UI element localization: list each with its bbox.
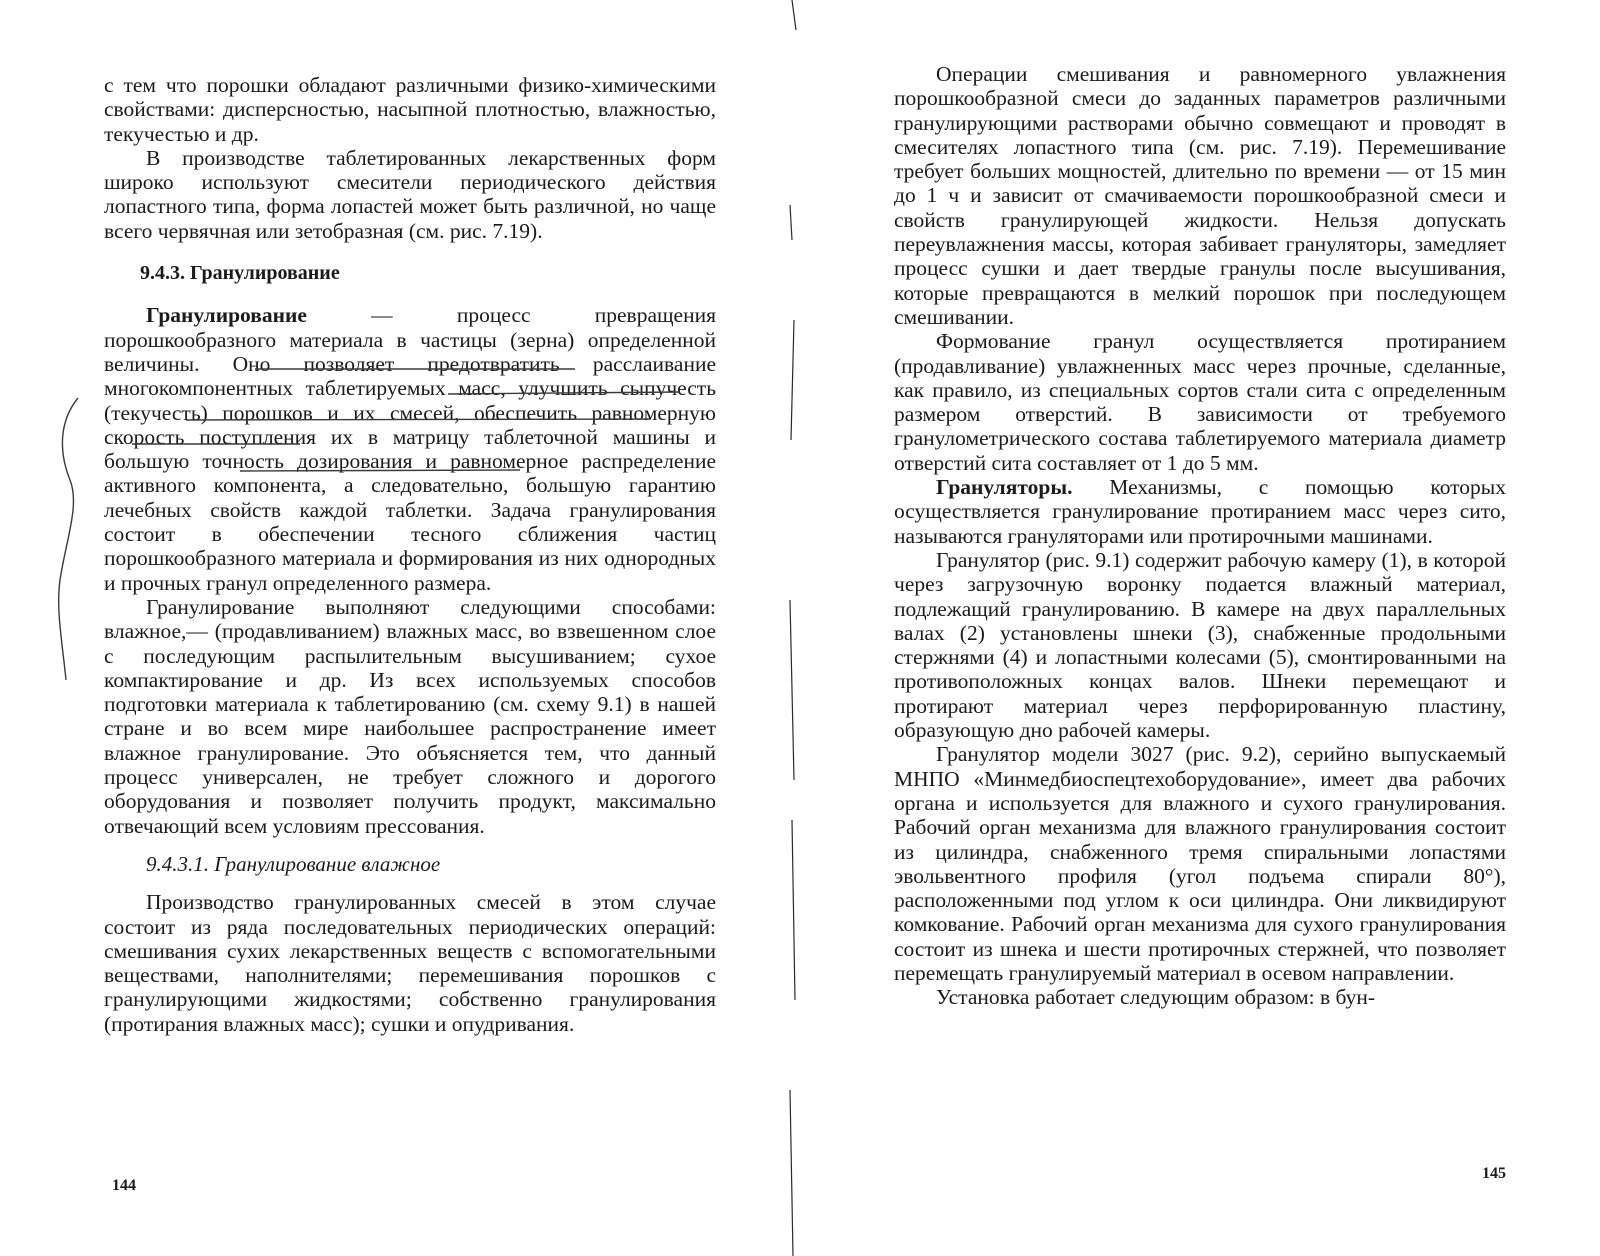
left-paragraph-2: В производстве таблетированных лекарственных форм широко используют смесители периодического действия лопастного типа, форма лопастей может быть различной, но чаще всего червячная или зетобразная (см. рис. 7.19). — [104, 145, 716, 243]
left-paragraph-4: Гранулирование выполняют следующими способами: влажное,— (продавливанием) влажных масс, во взвешенном слое с последующим распылительным высушиванием; сухое компактирование и др. Из всех используемых способов подготовки материала к таблетированию (см. схему 9.1) в нашей стране и во всем мире наибольшее распространение имеет влажное гранулирование. Это объясняется тем, что данный процесс универсален, не требует сложного и дорогого оборудования и позволяет получить продукт, максимально отвечающий всем условиям прессования. — [104, 594, 716, 838]
right-paragraph-3 — [894, 475, 1506, 548]
right-paragraph-2: Формование гранул осуществляется протиранием (продавливание) увлажненных масс через прочные, сделанные, как правило, из специальных сортов стали сита с определенным размером отверстий. В зависимости от требуемого гранулометрического состава таблетируемого материала диаметр отверстий сита составляет от 1 до 5 мм. — [894, 329, 1506, 475]
right-page — [810, 0, 1600, 1256]
left-paragraph-5: Производство гранулированных смесей в этом случае состоит из ряда последовательных периодических операций: смешивания сухих лекарственных веществ с вспомогательными веществами, наполнителями; перемешивания порошков с гранулирующими жидкостями; собственно гранулирования (протирания влажных масс); сушки и опудривания. — [104, 890, 716, 1036]
page-number-left: 144 — [112, 1177, 136, 1194]
left-text-block — [104, 73, 716, 1036]
section-heading: 9.4.3. Гранулирование — [140, 262, 340, 285]
right-paragraph-1: Операции смешивания и равномерного увлажнения порошкообразной смеси до заданных параметров различными гранулирующими растворами обычно совмещают и проводят в смесителях лопастного типа (см. рис. 7.19). Перемешивание требует больших мощностей, длительно по времени — от 15 мин до 1 ч и зависит от смачиваемости порошкообразной смеси и свойств гранулирующей жидкости. Нельзя допускать переувлажнения массы, которая забивает грануляторы, замедляет процесс сушки и дает твердые гранулы после высушивания, которые превращаются в мелкий порошок при последующем смешивании. — [894, 62, 1506, 329]
left-paragraph-3-text: — процесс превращения порошкообразного материала в частицы (зерна) определенной величины. Оно позволяет предотвратить расслаивание многокомпонентных таблетируемых масс, улучшить сыпучесть (текучесть) порошков и их смесей, обеспечить равномерную скорость поступления их в матрицу таблеточной машины и большую точность дозирования и равномерное распределение активного компонента, а следовательно, большую гарантию лечебных свойств каждой таблетки. Задача гранулирования состоит в обеспечении тесного сближения частиц порошкообразного материала и формирования из них однородных и прочных гранул определенного размера. — [104, 303, 716, 595]
right-paragraph-3-text: Механизмы, с помощью которых осуществляется гранулирование протиранием масс через сито, называются грануляторами или протирочными машинами. — [894, 475, 1506, 548]
left-paragraph-1: с тем что порошки обладают различными физико-химическими свойствами: дисперсностью, насыпной плотностью, влажностью, текучестью и др. — [104, 73, 716, 146]
right-text-block — [894, 62, 1506, 1010]
right-paragraph-5: Гранулятор модели 3027 (рис. 9.2), серийно выпускаемый МНПО «Минмедбиоспецтехоборудование», имеет два рабочих органа и используется для влажного и сухого гранулирования. Рабочий орган механизма для влажного гранулирования состоит из цилиндра, снабженного тремя спиральными лопастями эвольвентного профиля (угол подъема спирали 80°), расположенными под углом к оси цилиндра. Они ликвидируют комкование. Рабочий орган механизма для сухого гранулирования состоит из шнека и шести протирочных стержней, что позволяет перемещать гранулируемый материал в осевом направлении. — [894, 742, 1506, 985]
term-granulation: Гранулирование — [146, 303, 307, 328]
margin-bracket-mark — [59, 398, 78, 680]
subsection-heading: 9.4.3.1. Гранулирование влажное — [146, 851, 441, 876]
page-number-right: 145 — [1482, 1165, 1506, 1182]
right-paragraph-6: Установка работает следующим образом: в бун- — [936, 985, 1376, 1010]
left-paragraph-3 — [104, 303, 716, 595]
left-page — [0, 0, 790, 1256]
term-granulators: Грануляторы. — [936, 475, 1073, 500]
right-paragraph-4: Гранулятор (рис. 9.1) содержит рабочую камеру (1), в которой через загрузочную воронку подается влажный материал, подлежащий гранулированию. В камере на двух параллельных валах (2) установлены шнеки (3), снабженные продольными стержнями (4) и лопастными колесами (5), смонтированными на противоположных концах валов. Шнеки перемещают и протирают материал через перфорированную пластину, образующую дно рабочей камеры. — [894, 547, 1506, 743]
